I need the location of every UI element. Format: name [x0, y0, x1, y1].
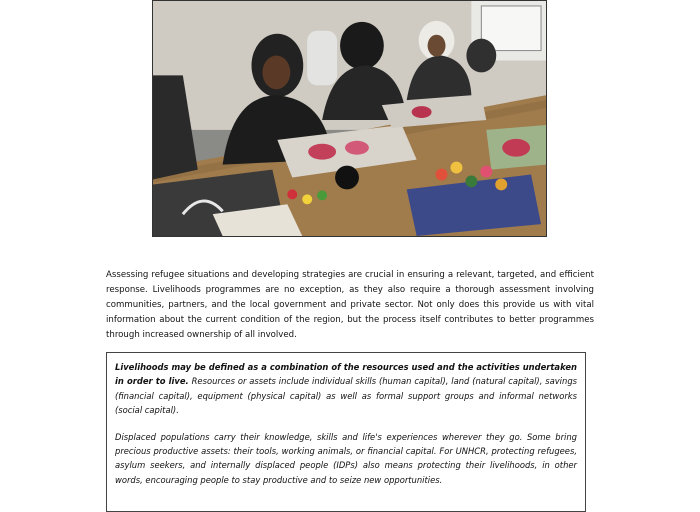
definition-rest-text: Resources or assets include individual skills (human capital), land (natural capital), savings (financial capital), equipment (physical capital) as well as formal support groups and informal networks (social capital). [115, 376, 577, 416]
workshop-photo-illustration [153, 1, 546, 236]
definition-bold-text: Livelihoods may be defined as a combination of the resources used and the activities undertaken in order to live. [115, 362, 577, 387]
livelihoods-definition-box [106, 352, 586, 512]
definition-paragraph [115, 360, 577, 418]
intro-paragraph: Assessing refugee situations and developing strategies are crucial in ensuring a relevant, targeted, and efficient response. Livelihoods programmes are no exception, as they also require a thorough assessment involving communities, partners, and the local government and private sector. Not only does this provide us with vital information about the current condition of the region, but the process itself contributes to better programmes through increased ownership of all involved. [106, 270, 594, 340]
displaced-populations-paragraph: Displaced populations carry their knowledge, skills and life's experiences wherever they go. Some bring precious productive assets: their tools, working animals, or financial capital. For UNHCR, protecting refugees, asylum seekers, and internally displaced people (IDPs) also means protecting their livelihoods, in other words, encouraging people to stay productive and to seize new opportunities. [115, 431, 577, 485]
workshop-photo [152, 0, 547, 237]
